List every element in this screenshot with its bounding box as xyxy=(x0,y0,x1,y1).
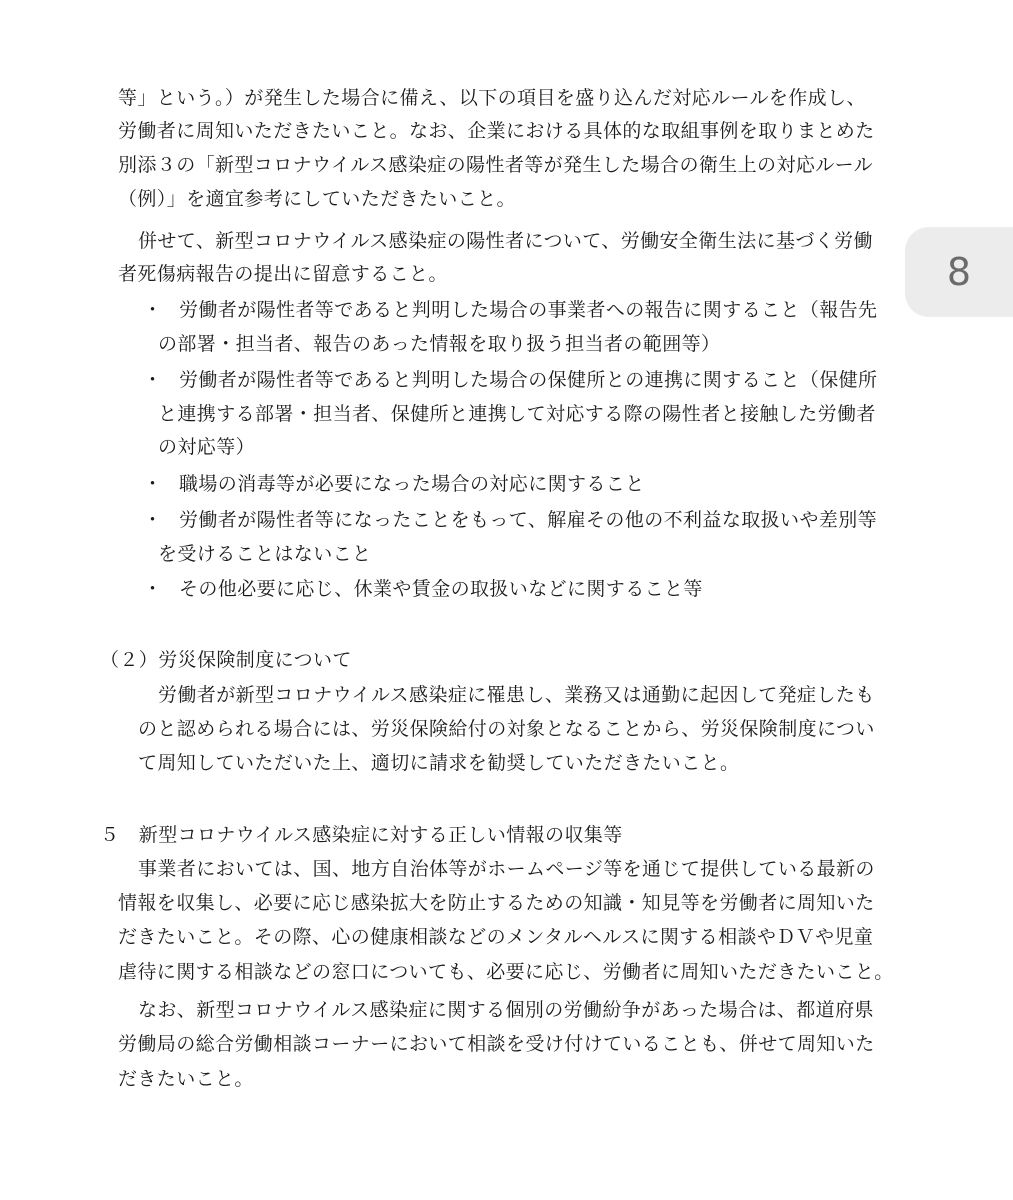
bullet-line: を受けることはないこと xyxy=(158,543,372,565)
bullet-line: 労働者が陽性者等であると判明した場合の保健所との連携に関すること（保健所 xyxy=(179,369,878,391)
section-line: て周知していただいた上、適切に請求を勧奨していただきたいこと。 xyxy=(138,752,740,774)
intro-line: 別添３の「新型コロナウイルス感染症の陽性者等が発生した場合の衛生上の対応ルール xyxy=(118,154,874,176)
bullet-line: の部署・担当者、報告のあった情報を取り扱う担当者の範囲等） xyxy=(158,333,721,355)
section-line: 事業者においては、国、地方自治体等がホームページ等を通じて提供している最新の xyxy=(138,858,875,880)
bullet-mark: ・ xyxy=(143,369,163,391)
bullet-line: 労働者が陽性者等であると判明した場合の事業者への報告に関すること（報告先 xyxy=(179,299,878,321)
section-line: 労働者が新型コロナウイルス感染症に罹患し、業務又は通勤に起因して発症したも xyxy=(158,684,875,706)
section-heading: ５ 新型コロナウイルス感染症に対する正しい情報の収集等 xyxy=(100,824,623,846)
intro-line: 併せて、新型コロナウイルス感染症の陽性者について、労働安全衛生法に基づく労働 xyxy=(138,230,873,252)
section-heading: （２）労災保険制度について xyxy=(100,649,352,671)
intro-line: 者死傷病報告の提出に留意すること。 xyxy=(118,263,448,285)
intro-line: 等」という。）が発生した場合に備え、以下の項目を盛り込んだ対応ルールを作成し、 xyxy=(118,87,866,109)
bullet-mark: ・ xyxy=(143,578,163,600)
bullet-line: の対応等） xyxy=(158,436,256,458)
page-number: 8 xyxy=(946,250,972,294)
section-line: なお、新型コロナウイルス感染症に関する個別の労働紛争があった場合は、都道府県 xyxy=(138,999,874,1021)
section-line: 情報を収集し、必要に応じ感染拡大を防止するための知識・知見等を労働者に周知いた xyxy=(118,892,875,914)
intro-line: 労働者に周知いただきたいこと。なお、企業における具体的な取組事例を取りまとめた xyxy=(118,120,875,142)
bullet-mark: ・ xyxy=(143,299,163,321)
section-line: だきたいこと。 xyxy=(118,1068,254,1090)
bullet-line: 職場の消毒等が必要になった場合の対応に関すること xyxy=(179,473,645,495)
intro-line: （例）」を適宜参考にしていただきたいこと。 xyxy=(118,188,516,210)
bullet-line: その他必要に応じ、休業や賃金の取扱いなどに関すること等 xyxy=(179,578,703,600)
section-line: のと認められる場合には、労災保険給付の対象となることから、労災保険制度につい xyxy=(138,718,875,740)
bullet-mark: ・ xyxy=(143,509,163,531)
section-line: 労働局の総合労働相談コーナーにおいて相談を受け付けていることも、併せて周知いた xyxy=(118,1033,875,1055)
section-line: 虐待に関する相談などの窓口についても、必要に応じ、労働者に周知いただきたいこと。 xyxy=(118,961,894,983)
section-line: だきたいこと。その際、心の健康相談などのメンタルヘルスに関する相談やＤＶや児童 xyxy=(118,926,874,948)
bullet-line: 労働者が陽性者等になったことをもって、解雇その他の不利益な取扱いや差別等 xyxy=(179,509,878,531)
bullet-mark: ・ xyxy=(143,473,163,495)
bullet-line: と連携する部署・担当者、保健所と連携して対応する際の陽性者と接触した労働者 xyxy=(158,403,876,425)
